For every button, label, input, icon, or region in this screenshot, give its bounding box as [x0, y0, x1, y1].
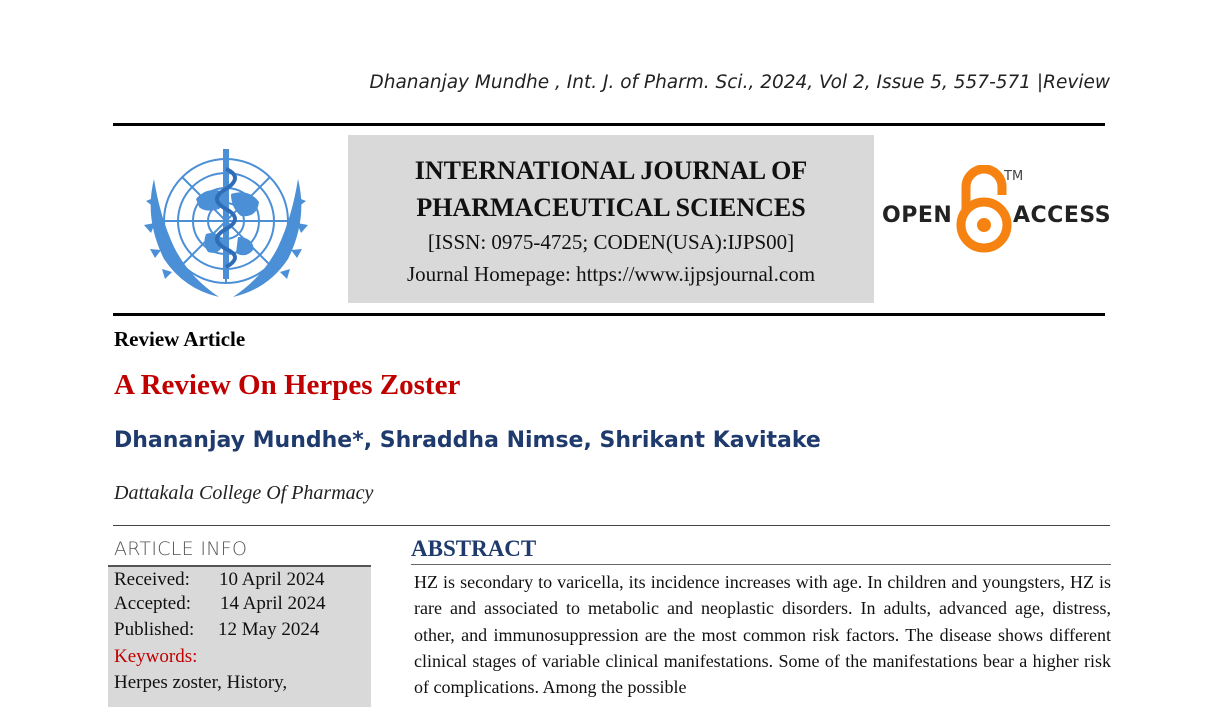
article-info-box	[108, 567, 371, 707]
journal-emblem-logo	[126, 139, 326, 307]
published-row	[114, 619, 320, 641]
keywords-list: Herpes zoster, History,	[114, 672, 288, 693]
published-date: 12 May 2024	[218, 619, 320, 640]
open-access-logo	[880, 165, 1110, 255]
keywords-label: Keywords:	[114, 646, 198, 667]
article-info-heading: ARTICLE INFO	[114, 538, 248, 560]
affiliation: Dattakala College Of Pharmacy	[114, 482, 374, 504]
published-label: Published:	[114, 619, 195, 640]
accepted-label: Accepted:	[114, 593, 192, 614]
trademark-mark: TM	[1004, 169, 1024, 184]
abstract-heading: ABSTRACT	[411, 536, 537, 561]
abstract-text: HZ is secondary to varicella, its incidence increases with age. In children and youngsters, HZ is rare and associated to metabolic and neoplastic disorders. In adults, advanced age, distress, other, and immunosuppression are the most common risk factors. The disease shows different clinical stages of variable clinical manifestations. Some of the manifestations bear a higher risk of complications. Among the possible	[414, 572, 1111, 698]
header-top-rule	[113, 123, 1105, 126]
abstract-rule	[411, 564, 1111, 565]
header-bottom-rule	[113, 313, 1105, 316]
received-row	[114, 569, 325, 591]
running-head: Dhananjay Mundhe , Int. J. of Pharm. Sci., 2024, Vol 2, Issue 5, 557-571 |Review	[369, 72, 1110, 93]
received-label: Received:	[114, 569, 190, 590]
received-date: 10 April 2024	[219, 569, 325, 590]
author-list: Dhananjay Mundhe*, Shraddha Nimse, Shrikant Kavitake	[114, 428, 821, 453]
section-divider	[113, 525, 1110, 526]
article-type: Review Article	[114, 327, 246, 351]
paper-title: A Review On Herpes Zoster	[114, 369, 461, 401]
open-access-open-text: OPEN	[882, 203, 953, 228]
accepted-date: 14 April 2024	[220, 593, 326, 614]
journal-title: INTERNATIONAL JOURNAL OF PHARMACEUTICAL SCIENCES	[414, 156, 808, 222]
journal-issn: [ISSN: 0975-4725; CODEN(USA):IJPS00]	[427, 230, 795, 254]
accepted-row	[114, 593, 326, 615]
journal-homepage[interactable]: Journal Homepage: https://www.ijpsjournal.com	[406, 262, 816, 286]
open-access-access-text: ACCESS	[1013, 203, 1112, 228]
journal-masthead	[348, 135, 874, 303]
